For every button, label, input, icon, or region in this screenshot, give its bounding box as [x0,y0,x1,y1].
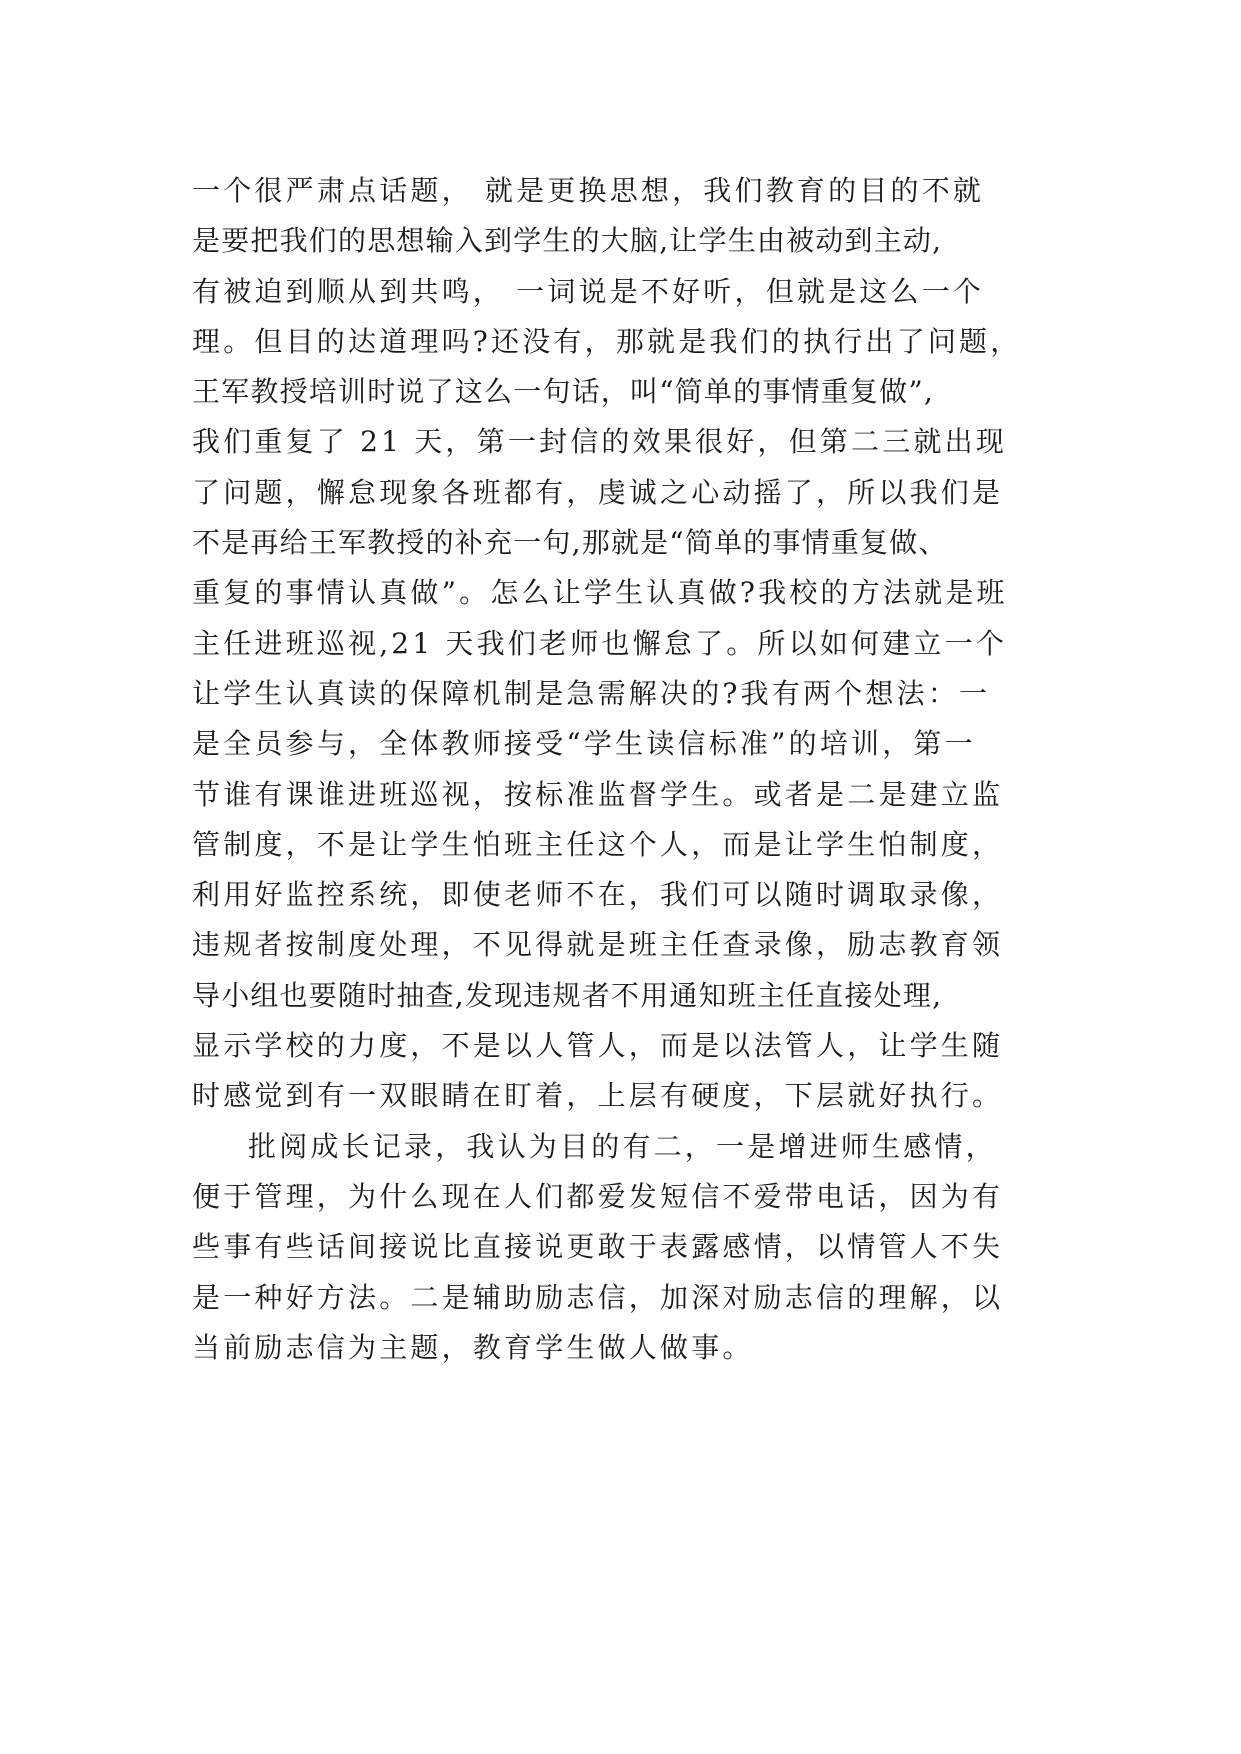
text-line: 违规者按制度处理，不见得就是班主任查录像，励志教育领 [192,928,1004,962]
text-line: 是全员参与，全体教师接受“学生读信标准”的培训，第一 [192,727,976,761]
text-line: 是一种好方法。二是辅助励志信，加深对励志信的理解，以 [192,1280,1004,1314]
text-line: 不是再给王军教授的补充一句,那就是“简单的事情重复做、 [192,526,948,560]
text-line: 重复的事情认真做”。怎么让学生认真做?我校的方法就是班 [192,576,1008,610]
text-line: 管制度，不是让学生怕班主任这个人，而是让学生怕制度， [192,827,1004,861]
text-line: 时感觉到有一双眼睛在盯着，上层有硬度，下层就好执行。 [192,1079,1004,1113]
text-line: 导小组也要随时抽查,发现违规者不用通知班主任直接处理, [192,978,943,1012]
text-line: 我们重复了 21 天，第一封信的效果很好，但第二三就出现 [192,425,1008,459]
paragraph-start-line: 批阅成长记录，我认为目的有二，一是增进师生感情， [248,1129,997,1163]
text-line: 有被迫到顺从到共鸣， 一词说是不好听，但就是这么一个 [192,274,985,308]
text-line: 一个很严肃点话题， 就是更换思想，我们教育的目的不就 [192,174,985,207]
text-line: 显示学校的力度，不是以人管人，而是以法管人，让学生随 [192,1029,1004,1063]
text-line: 利用好监控系统，即使老师不在，我们可以随时调取录像， [192,878,1004,912]
text-line: 王军教授培训时说了这么一句话，叫“简单的事情重复做”, [192,375,934,409]
text-line: 是要把我们的思想输入到学生的大脑,让学生由被动到主动, [192,224,943,258]
text-line: 理。但目的达道理吗?还没有，那就是我们的执行出了问题， [192,324,1022,358]
text-line: 便于管理，为什么现在人们都爱发短信不爱带电话，因为有 [192,1179,1004,1213]
text-line: 当前励志信为主题，教育学生做人做事。 [192,1330,754,1364]
text-line: 节谁有课谁进班巡视，按标准监督学生。或者是二是建立监 [192,777,1004,811]
text-line: 了问题，懈怠现象各班都有，虔诚之心动摇了，所以我们是 [192,475,1004,509]
body-text [192,166,1092,1373]
text-line: 主任进班巡视,21 天我们老师也懈怠了。所以如何建立一个 [192,626,1008,660]
text-line: 些事有些话间接说比直接说更敢于表露感情，以情管人不失 [192,1230,1004,1264]
text-line: 让学生认真读的保障机制是急需解决的?我有两个想法：一 [192,676,991,710]
